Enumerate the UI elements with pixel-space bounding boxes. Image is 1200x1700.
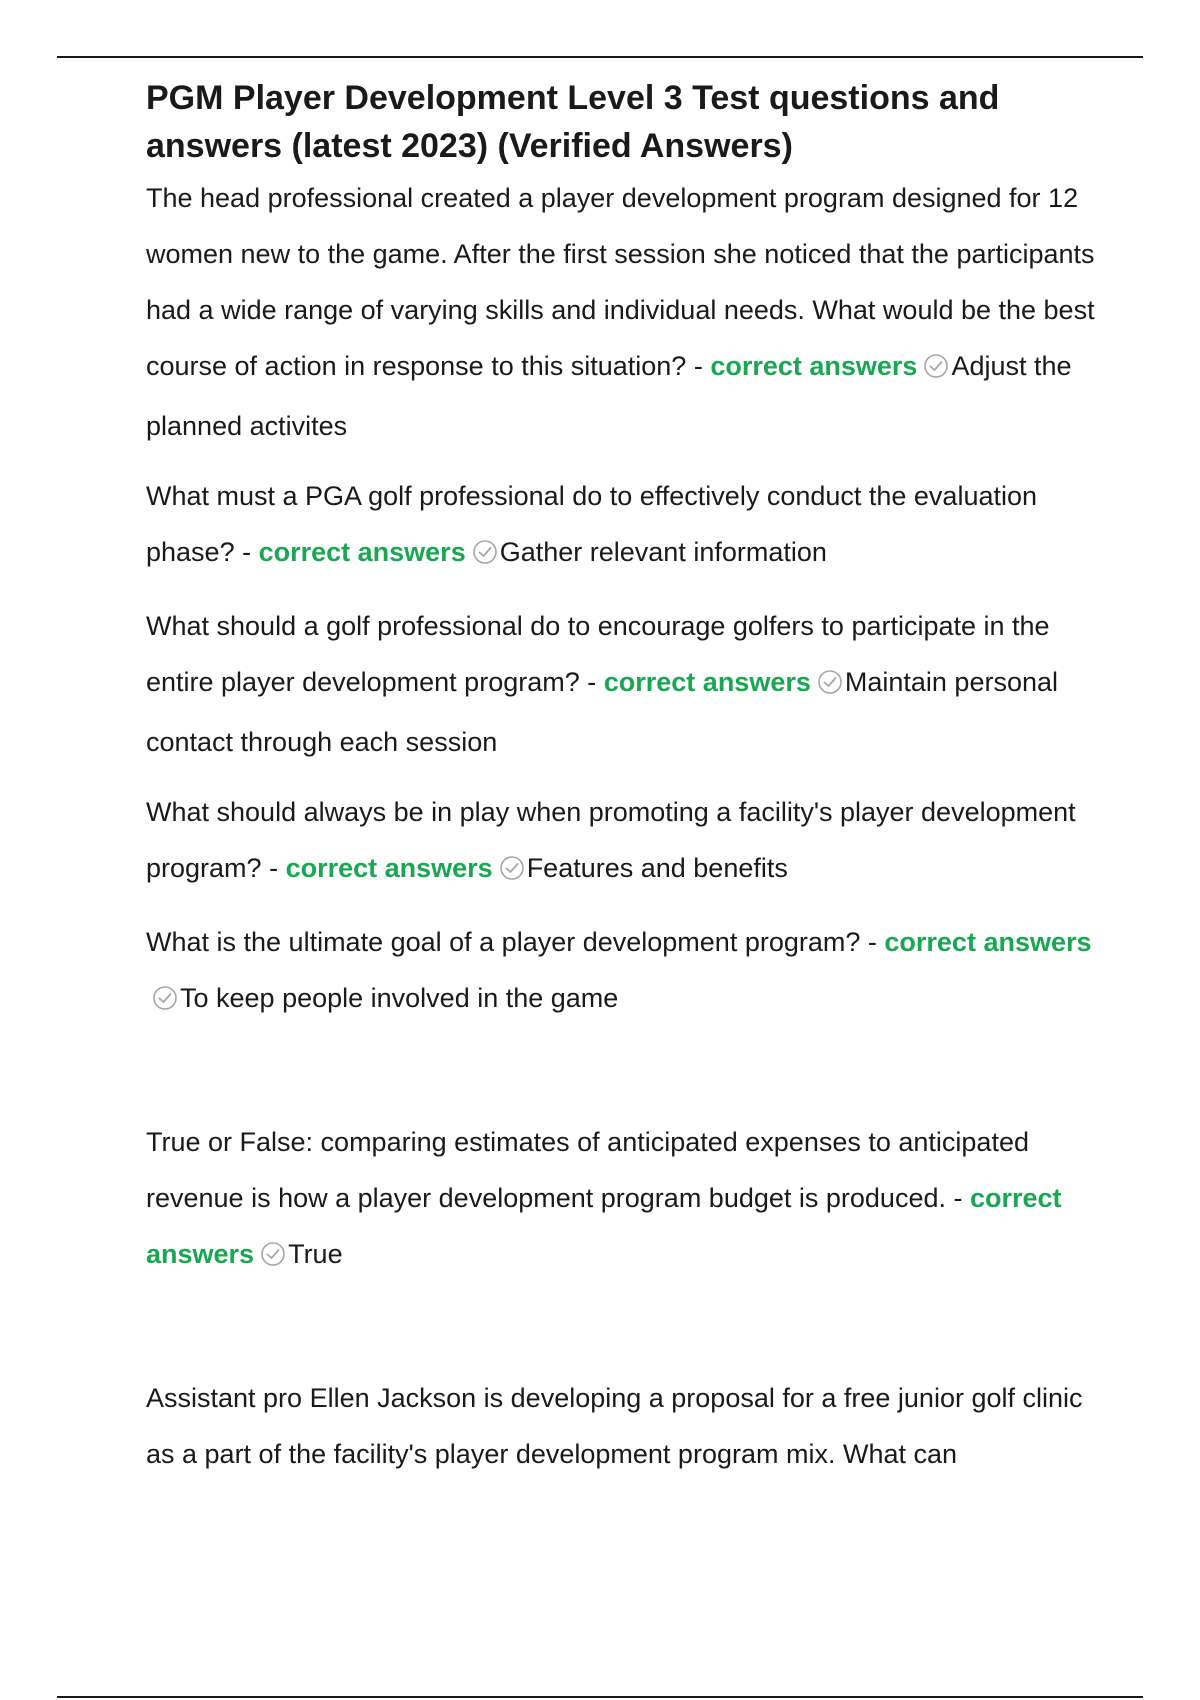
question-text: The head professional created a player development program designed for 12 women new to the game. After the first session she noticed that the participants had a wide range of varying skills and individual needs. What would be the best course of action in response to this situation? bbox=[146, 183, 1095, 381]
answer-text: Gather relevant information bbox=[499, 537, 827, 567]
top-rule bbox=[57, 56, 1143, 58]
answer-label: correct answers bbox=[258, 537, 466, 567]
qa-item-5 bbox=[146, 914, 1096, 1030]
answer-text: Adjust the planned activites bbox=[146, 351, 1072, 441]
check-circle-icon bbox=[260, 1230, 286, 1286]
qa-item-4 bbox=[146, 784, 1096, 900]
qa-item-7 bbox=[146, 1370, 1096, 1482]
question-text: What should a golf professional do to encourage golfers to participate in the entire player development program? bbox=[146, 611, 1050, 697]
answer-label: correct answers bbox=[710, 351, 918, 381]
document-page bbox=[146, 74, 1096, 1482]
check-circle-icon bbox=[923, 342, 949, 398]
separator: - bbox=[686, 351, 711, 381]
answer-label: correct answers bbox=[146, 1183, 1062, 1269]
check-circle-icon bbox=[472, 528, 498, 584]
answer-label: correct answers bbox=[285, 853, 493, 883]
check-circle-icon bbox=[152, 974, 178, 1030]
qa-item-3 bbox=[146, 598, 1096, 770]
question-text: True or False: comparing estimates of anticipated expenses to anticipated revenue is how a player development program budget is produced. bbox=[146, 1127, 1029, 1213]
separator: - bbox=[261, 853, 286, 883]
answer-text: To keep people involved in the game bbox=[180, 983, 619, 1013]
answer-label: correct answers bbox=[884, 927, 1092, 957]
check-circle-icon bbox=[817, 658, 843, 714]
separator: - bbox=[945, 1183, 970, 1213]
question-text: Assistant pro Ellen Jackson is developing a proposal for a free junior golf clinic as a part of the facility's player development program mix. What can bbox=[146, 1383, 1083, 1469]
document-title: PGM Player Development Level 3 Test questions and answers (latest 2023) (Verified Answers) bbox=[146, 79, 1000, 165]
separator: - bbox=[860, 927, 885, 957]
bottom-rule bbox=[57, 1696, 1143, 1698]
answer-text: Maintain personal contact through each session bbox=[146, 667, 1059, 757]
answer-text: True bbox=[288, 1239, 343, 1269]
answer-label: correct answers bbox=[603, 667, 811, 697]
separator: - bbox=[579, 667, 604, 697]
question-text: What must a PGA golf professional do to effectively conduct the evaluation phase? bbox=[146, 481, 1038, 567]
question-text: What should always be in play when promoting a facility's player development program? bbox=[146, 797, 1076, 883]
qa-item-1 bbox=[146, 170, 1096, 454]
check-circle-icon bbox=[499, 844, 525, 900]
separator: - bbox=[234, 537, 259, 567]
qa-item-6 bbox=[146, 1114, 1096, 1286]
answer-text: Features and benefits bbox=[526, 853, 788, 883]
qa-item-2 bbox=[146, 468, 1096, 584]
question-text: What is the ultimate goal of a player development program? bbox=[146, 927, 861, 957]
